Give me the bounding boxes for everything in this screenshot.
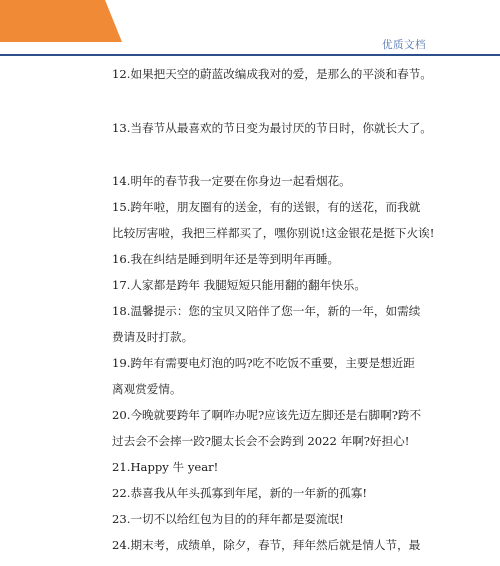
text-line: 15.跨年啦，朋友圈有的送金，有的送银，有的送花，而我就: [112, 200, 421, 214]
page-header: [0, 0, 500, 58]
text-line: 13.当春节从最喜欢的节日变为最讨厌的节日时，你就长大了。: [112, 121, 432, 135]
text-line: 23.一切不以给红包为目的的拜年都是耍流氓!: [112, 512, 344, 526]
text-line: 19.跨年有需要电灯泡的吗?吃不吃饭不重要，主要是想近距: [112, 356, 415, 370]
text-line: 过去会不会摔一跤?腿太长会不会跨到 2022 年啊?好担心!: [112, 434, 410, 448]
brand-label: 优质文档: [382, 39, 426, 51]
text-line: 22.恭喜我从年头孤寡到年尾，新的一年新的孤寡!: [112, 486, 367, 500]
text-line: 16.我在纠结是睡到明年还是等到明年再睡。: [112, 252, 340, 266]
text-line: 18.温馨提示：您的宝贝又陪伴了您一年，新的一年，如需续: [112, 304, 421, 318]
text-line: 离观赏爱情。: [112, 382, 182, 396]
text-line: 21.Happy 牛 year!: [112, 460, 219, 474]
text-line: 比较厉害啦，我把三样都买了，嘿你别说!这金银花是挺下火诶!: [112, 226, 435, 240]
text-line: 24.期末考，成绩单，除夕，春节，拜年然后就是情人节，最: [112, 538, 421, 552]
text-line: 12.如果把天空的蔚蓝改编成我对的爱，是那么的平淡和春节。: [112, 67, 432, 81]
orange-header-tab: [0, 0, 122, 42]
text-line: 费请及时打款。: [112, 330, 194, 344]
header-rule: [0, 54, 500, 56]
text-line: 17.人家都是跨年 我腿短短只能用翻的翻年快乐。: [112, 278, 366, 292]
text-line: 14.明年的春节我一定要在你身边一起看烟花。: [112, 174, 351, 188]
text-line: 20.今晚就要跨年了啊咋办呢?应该先迈左脚还是右脚啊?跨不: [112, 408, 422, 422]
